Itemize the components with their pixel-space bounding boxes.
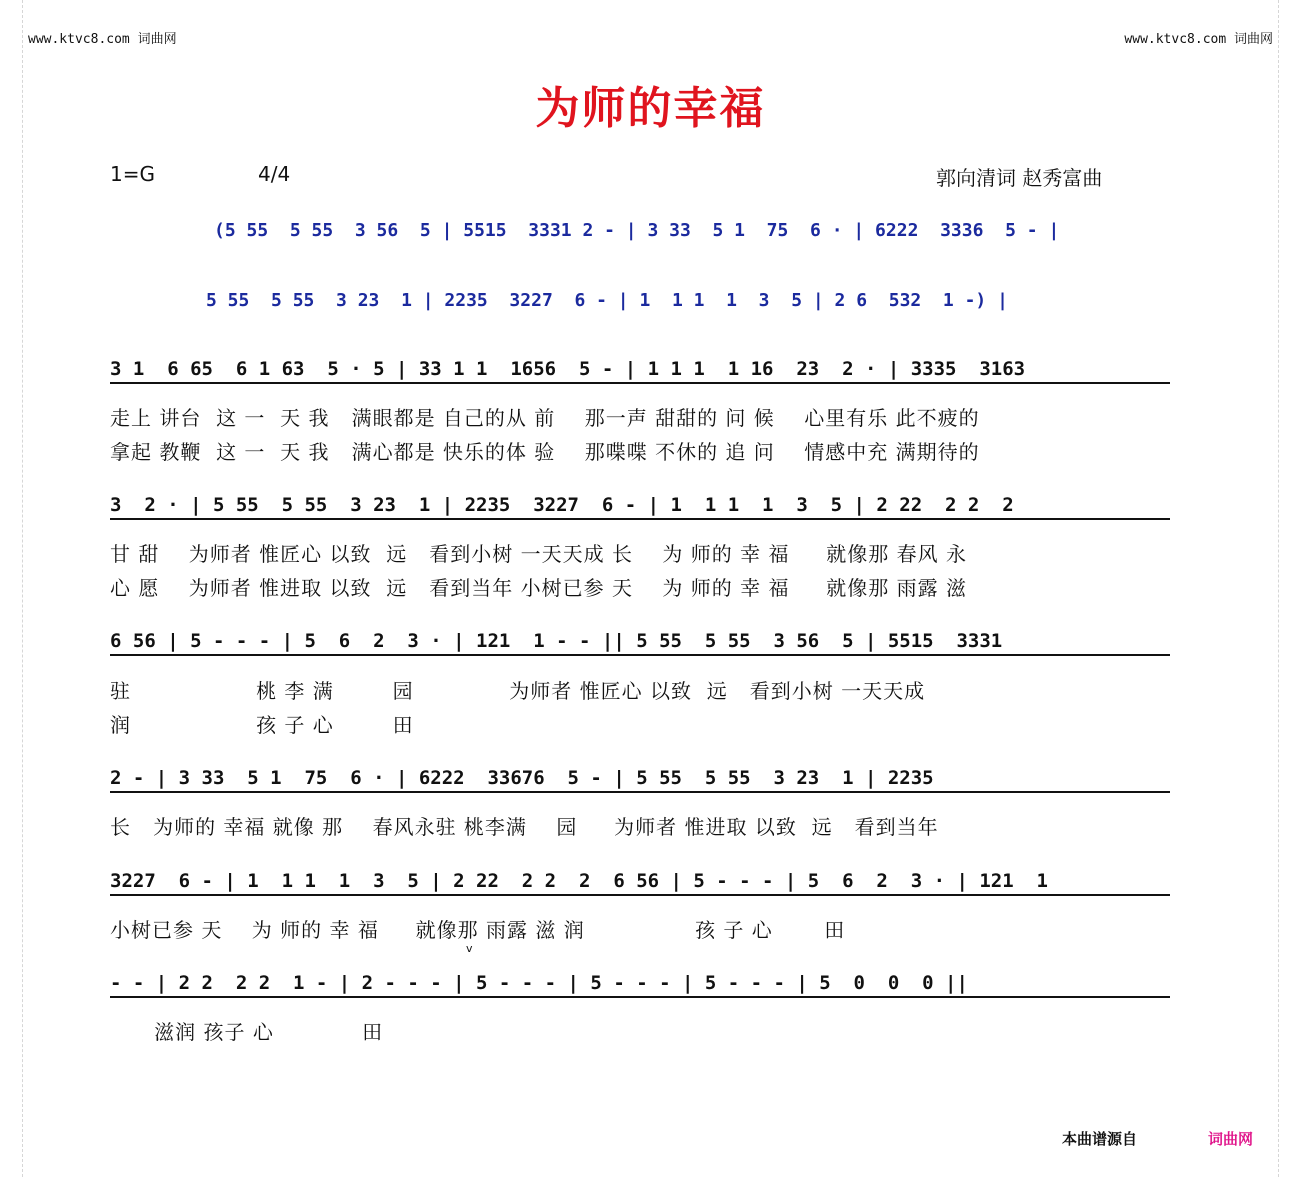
footer-source: 本曲谱源自 bbox=[1062, 1130, 1138, 1148]
credits: 郭向清词 赵秀富曲 bbox=[936, 166, 1103, 190]
song-title: 为师的幸福 bbox=[535, 83, 766, 134]
lyrics-1-verse-2: 拿起 教鞭 这 一 天 我 满心都是 快乐的体 验 那喋喋 不休的 追 问 情感中充 满期待的 bbox=[110, 440, 980, 464]
score-notes-1: 3 1 6 65 6 1 63 5 · 5 | 33 1 1 1656 5 - | 1 1 1 1 16 23 2 · | 3335 3163 bbox=[110, 358, 1170, 384]
lyrics-1-verse-1: 走上 讲台 这 一 天 我 满眼都是 自己的从 前 那一声 甜甜的 问 候 心里有乐 此不疲的 bbox=[110, 406, 980, 430]
right-watermark-strip bbox=[1278, 0, 1301, 1177]
lyrics-4: 长 为师的 幸福 就像 那 春风永驻 桃李满 园 为师者 惟进取 以致 远 看到当年 bbox=[110, 815, 939, 839]
score-notes-6: - - | 2 2 2 2 1 - | 2 - - - | 5 - - - | 5 - - - | 5 - - - | 5 0 0 0 || bbox=[110, 972, 1170, 998]
site-label-left: www.ktvc8.com 词曲网 bbox=[28, 32, 177, 47]
site-label-right: www.ktvc8.com 词曲网 bbox=[1124, 32, 1273, 47]
key-signature: 1=G bbox=[110, 162, 155, 186]
score-notes-5: 3227 6 - | 1 1 1 1 3 5 | 2 22 2 2 2 6 56 | 5 - - - | 5 6 2 3 · | 121 1 bbox=[110, 870, 1170, 896]
intro-line-1: (5 55 5 55 3 56 5 | 5515 3331 2 - | 3 33 5 1 75 6 · | 6222 3336 5 - | bbox=[214, 220, 1060, 241]
score-notes-2: 3 2 · | 5 55 5 55 3 23 1 | 2235 3227 6 - | 1 1 1 1 3 5 | 2 22 2 2 2 bbox=[110, 494, 1170, 520]
score-notes-3: 6 56 | 5 - - - | 5 6 2 3 · | 121 1 - - || 5 55 5 55 3 56 5 | 5515 3331 bbox=[110, 630, 1170, 656]
breath-mark: v bbox=[466, 942, 473, 955]
lyrics-6: 滋润 孩子 心 田 bbox=[110, 1020, 384, 1044]
intro-line-2: 5 55 5 55 3 23 1 | 2235 3227 6 - | 1 1 1 1 3 5 | 2 6 532 1 -) | bbox=[206, 290, 1008, 311]
lyrics-2-verse-1: 甘 甜 为师者 惟匠心 以致 远 看到小树 一天天成 长 为 师的 幸 福 就像那 春风 永 bbox=[110, 542, 968, 566]
lyrics-3-verse-2: 润 孩 子 心 田 bbox=[110, 713, 414, 737]
time-signature: 4/4 bbox=[258, 162, 291, 186]
lyrics-3-verse-1: 驻 桃 李 满 园 为师者 惟匠心 以致 远 看到小树 一天天成 bbox=[110, 679, 926, 703]
lyrics-2-verse-2: 心 愿 为师者 惟进取 以致 远 看到当年 小树已参 天 为 师的 幸 福 就像那 雨露 滋 bbox=[110, 576, 968, 600]
lyrics-5: 小树已参 天 为 师的 幸 福 就像那 雨露 滋 润 孩 子 心 田 bbox=[110, 918, 846, 942]
score-notes-4: 2 - | 3 33 5 1 75 6 · | 6222 33676 5 - | 5 55 5 55 3 23 1 | 2235 bbox=[110, 767, 1170, 793]
left-watermark-strip bbox=[0, 0, 23, 1177]
footer-brand: 词曲网 bbox=[1208, 1130, 1254, 1148]
